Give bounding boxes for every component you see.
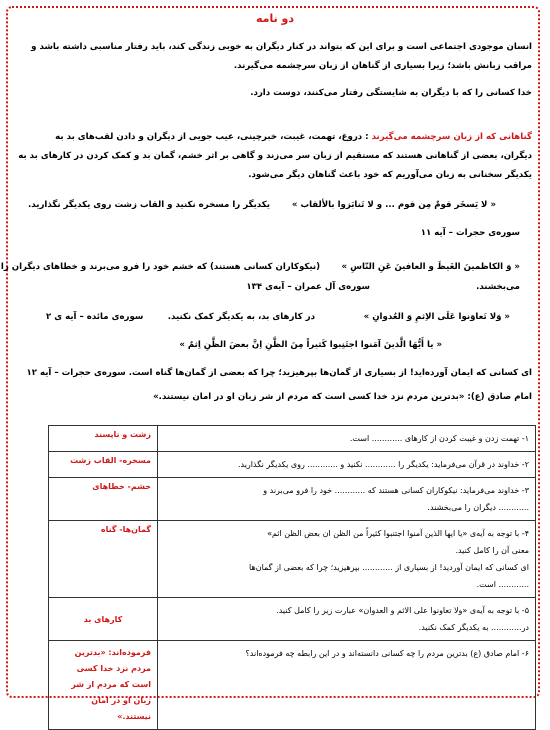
quiz-table [48, 425, 536, 730]
table-row [49, 452, 536, 478]
question-line: ۳- خداوند می‌فرماید: نیکوکاران کسانی هستند که ............ خود را فرو می‌برند و [263, 486, 529, 495]
answer-cell: گمان‌ها- گناه [49, 521, 158, 598]
answer-cell: مسخره- القاب زشت [49, 452, 158, 478]
verse-1-ref: سوره‌ی حجرات – آیه ۱۱ [420, 228, 520, 238]
question-line: ای کسانی که ایمان آوردید! از بسیاری از ............ بپرهیزید؛ چرا که بعضی از گمان‌ها [249, 563, 529, 572]
question-line: در............ به یکدیگر کمک نکنید. [418, 623, 529, 632]
question-line: ۱- تهمت زدن و غیبت کردن از کارهای ............ است. [349, 434, 529, 443]
question-line: ۲- خداوند در قرآن می‌فرماید: یکدیگر را ............ نکنید و ............ روی یکدیگر نگذارید. [237, 460, 529, 469]
table-row [49, 521, 536, 598]
sins-paragraph [18, 128, 532, 185]
question-line: معنی آن را کامل کنید. [455, 546, 529, 555]
verse-2-meaning-cont: می‌بخشند. [476, 282, 520, 292]
sins-list: : دروغ، تهمت، غیبت، خبرچینی، عیب جویی از دیگران و دادن لقب‌های بد به [55, 132, 372, 142]
answer-cell: زشت و ناپسند [49, 426, 158, 452]
question-line: ۵- با توجه به آیه‌ی «ولا تعاونوا علی الاثم و العدوان» عبارت زیر را کامل کنید. [276, 606, 529, 615]
question-cell [158, 641, 536, 730]
sins-heading: گناهانی که از زبان سرچشمه می‌گیرند [371, 132, 532, 142]
question-line: ............ است. [476, 580, 529, 589]
verse-4-meaning: ای کسانی که ایمان آورده‌اید! از بسیاری از گمان‌ها بپرهیزید؛ چرا که بعضی از گمان‌ها گناه است. سوره‌ی حجرات – آیه ۱۲ [26, 368, 532, 378]
verse-3-meaning: در کارهای بد، به یکدیگر کمک نکنید. [167, 312, 315, 322]
verse-3-ref: سوره‌ی مائده – آیه ی ۲ [46, 312, 144, 322]
verse-4: « یا أَیُّهَا الَّذینَ آمَنوا اجتَنِبوا کَثیراً مِنَ الظَّنِ اِنَّ بعضَ الظَّنِ اِثمٌ » [179, 340, 442, 350]
question-cell [158, 478, 536, 521]
page-title: دو نامه [255, 12, 295, 25]
verse-2: « وَ الکاظمینَ الغَیظَ و العافینَ عَنِ النّاسِ » [341, 262, 520, 272]
table-row [49, 641, 536, 730]
question-line: ............ دیگران را می‌بخشند. [427, 503, 529, 512]
verse-1-meaning: یکدیگر را مسخره نکنید و القاب زشت روی یکدیگر نگذارید. [28, 200, 270, 210]
sins-line-3: یکدیگر سخنانی به زبان می‌آوریم که خود باعث گناهان دیگر می‌شود. [248, 170, 532, 180]
intro-line-1: انسان موجودی اجتماعی است و برای این که بتواند در کنار دیگران به خوبی زندگی کند، باید رفتار مناسبی داشته باشد و [31, 42, 532, 52]
question-cell [158, 521, 536, 598]
question-cell [158, 426, 536, 452]
sins-line-2: دیگران، بعضی از گناهانی هستند که مستقیم از زبان سر می‌زند و گاهی بر اثر خشم، گمان بد و کمک کردن در کارهای بد به [18, 151, 532, 161]
table-row [49, 478, 536, 521]
question-cell [158, 598, 536, 641]
intro-paragraph [18, 38, 532, 103]
question-cell [158, 452, 536, 478]
table-row [49, 426, 536, 452]
verse-1: « لا یَسخَر قومٌ مِن قوم ... و لا تَنابَزوا بالألقاب » [291, 200, 496, 210]
intro-line-2: مراقب زبانش باشد؛ زیرا بسیاری از گناهان از زبان سرچشمه می‌گیرند. [233, 61, 532, 71]
sins-line-1 [18, 128, 532, 147]
table-row [49, 598, 536, 641]
answer-cell: فرموده‌اند: «بدترین مردم نزد خدا کسی است که مردم از شر زبان او در امان نیستند.» [49, 641, 158, 730]
question-line: ۴- با توجه به آیه‌ی «یا ایها الذین آمنوا اجتنبوا کثیراً من الظن ان بعض الظن اثم» [267, 529, 529, 538]
hadith: امام صادق (ع): «بدترین مردم نزد خدا کسی است که مردم از شر زبان او در امان نیستند.» [153, 392, 532, 402]
intro-line-3: خدا کسانی را که با دیگران به شایستگی رفتار می‌کنند، دوست دارد. [250, 88, 532, 98]
question-line: ۶- امام صادق (ع) بدترین مردم را چه کسانی دانسته‌اند و در این رابطه چه فرموده‌اند؟ [245, 649, 529, 658]
verse-2-ref: سوره‌ی آل عمران – آیه‌ی ۱۳۴ [246, 282, 370, 292]
verse-2-meaning: (نیکوکاران کسانی هستند) که خشم خود را فرو می‌برند و خطاهای دیگران را [0, 262, 320, 272]
answer-cell: خشم- خطاهای [49, 478, 158, 521]
verse-3: « وَلا تَعاوَنوا عَلَی الاِثمِ وَ العُدوانِ » [363, 312, 510, 322]
answer-cell: کارهای بد [49, 598, 158, 641]
